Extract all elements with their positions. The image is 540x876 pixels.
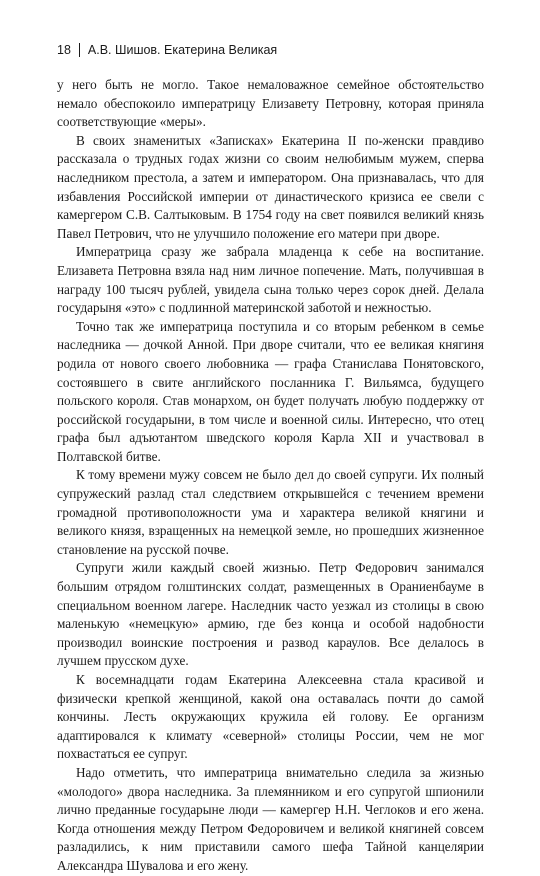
paragraph-6: Супруги жили каждый своей жизнью. Петр Федорович занимался большим отрядом голштинских солдат, размещенных в Ораниенбауме в специальном военном лагере. Наследник часто уезжал из столицы в свою маленькую «немецкую» армию, где без конца и особой надобности производил воинские построения и развод караулов. Все делалось в лучшем прусском духе. bbox=[57, 560, 484, 669]
paragraph-5: К тому времени мужу совсем не было дел до своей супруги. Их полный супружеский разлад стал следствием открывшейся с течением времени громадной противоположности ума и характера великой княгини и великого князя, взращенных на немецкой земле, но прошедших жизненное становление на русской почве. bbox=[57, 467, 484, 557]
body-text bbox=[57, 76, 484, 876]
running-title: А.В. Шишов. Екатерина Великая bbox=[87, 43, 278, 57]
running-header bbox=[57, 43, 277, 57]
header-divider bbox=[79, 43, 80, 57]
paragraph-1: у него быть не могло. Такое немаловажное семейное обстоятельство немало обеспокоило императрицу Елизавету Петровну, которая приняла соответствующие «меры». bbox=[57, 77, 484, 130]
paragraph-7: К восемнадцати годам Екатерина Алексеевна стала красивой и физически крепкой женщиной, какой она оставалась почти до самой кончины. Лесть окружающих кружила ей голову. Ее организм адаптировался к климату «северной» столицы России, чем не мог похвастаться ее супруг. bbox=[57, 672, 484, 762]
paragraph-8: Надо отметить, что императрица внимательно следила за жизнью «молодого» двора наследника. За племянником и его супругой шпионили лично преданные государыне люди — камергер Н.Н. Чеглоков и его жена. Когда отношения между Петром Федоровичем и великой княгиней совсем разладились, к ним приставили самого шефа Тайной канцелярии Александра Шувалова и его жену. bbox=[57, 764, 484, 873]
paragraph-2: В своих знаменитых «Записках» Екатерина II по-женски правдиво рассказала о трудных годах жизни со своим нелюбимым мужем, сперва наследником престола, а затем и императором. Она признавалась, что для избавления Российской империи от династического кризиса ее свели с камергером С.В. Салтыковым. В 1754 году на свет появился великий князь Павел Петрович, что не улучшило положение его матери при дворе. bbox=[57, 132, 484, 241]
page-number: 18 bbox=[57, 43, 71, 57]
paragraph-3: Императрица сразу же забрала младенца к себе на воспитание. Елизавета Петровна взяла над ним личное попечение. Мать, получившая в награду 100 тысяч рублей, увидела сына только через сорок дней. Делала государыня «это» с подлинной материнской заботой и нежностью. bbox=[57, 244, 484, 316]
paragraph-4: Точно так же императрица поступила и со вторым ребенком в семье наследника — дочкой Анной. При дворе считали, что ее великая княгиня родила от нового своего любовника — графа Станислава Понятовского, состоявшего в свите английского посланника Г. Вильямса, будущего польского короля. Став монархом, он будет получать любую поддержку от российской государыни, в том числе и военной силы. Интересно, что отец графа был адъютантом шведского короля Карла XII и участвовал в Полтавской битве. bbox=[57, 318, 484, 464]
